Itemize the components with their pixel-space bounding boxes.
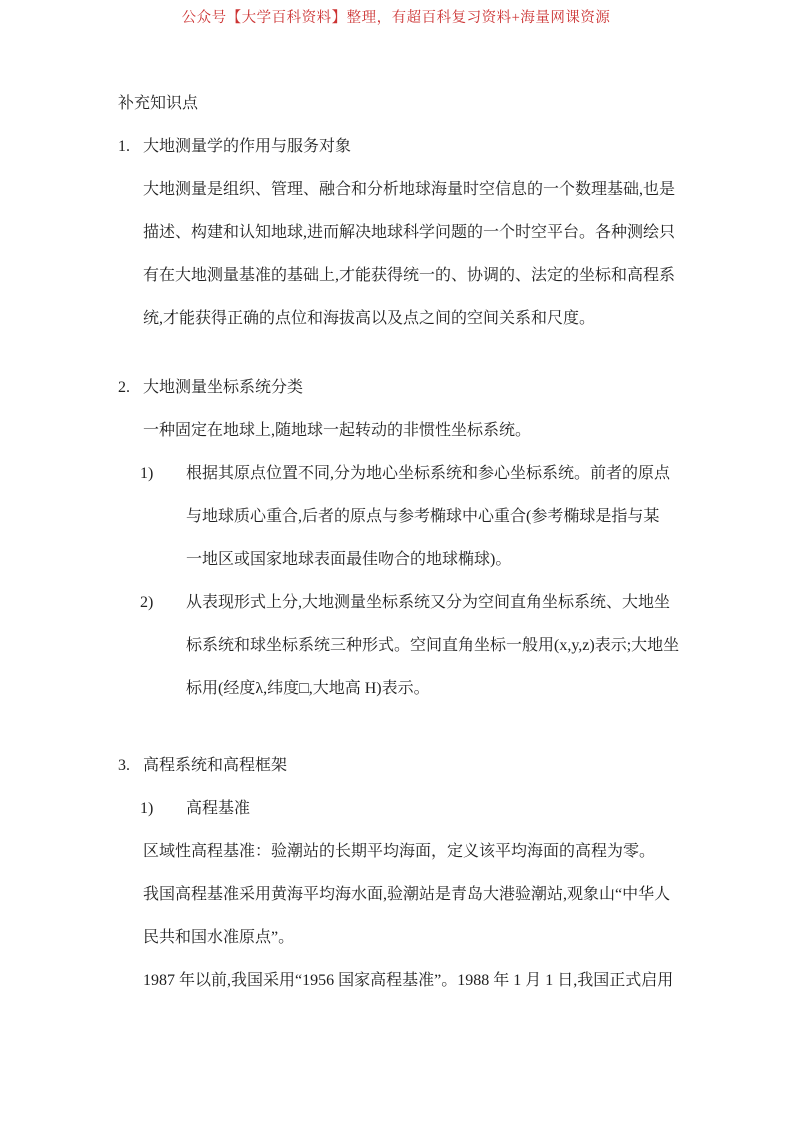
subitem-text: 根据其原点位置不同,分为地心坐标系统和参心坐标系统。前者的原点 <box>186 465 671 482</box>
subitem-number: 1) <box>140 465 154 482</box>
paragraph-line: 描述、构建和认知地球,进而解决地球科学问题的一个时空平台。各种测绘只 <box>143 224 676 241</box>
section-3-heading <box>118 744 718 787</box>
document-content <box>118 82 718 1002</box>
section-2-heading-text: 大地测量坐标系统分类 <box>143 379 304 396</box>
doc-title: 补充知识点 <box>118 95 199 112</box>
paragraph-line: 大地测量是组织、管理、融合和分析地球海量时空信息的一个数理基础,也是 <box>143 181 676 198</box>
section-1-heading-text: 大地测量学的作用与服务对象 <box>143 138 352 155</box>
paragraph-line: 一种固定在地球上,随地球一起转动的非惯性坐标系统。 <box>143 422 532 439</box>
section-gap <box>118 340 718 366</box>
subitem-line <box>118 581 718 624</box>
paragraph-line: 1987 年以前,我国采用“1956 国家高程基准”。1988 年 1 月 1 日,我国正式启用 <box>143 972 674 989</box>
section-2-heading <box>118 366 718 409</box>
page-header-watermark: 公众号【大学百科资料】整理，有超百科复习资料+海量网课资源 <box>181 10 611 26</box>
paragraph-line: 我国高程基准采用黄海平均海水面,验潮站是青岛大港验潮站,观象山“中华人 <box>143 886 671 903</box>
section-gap <box>118 710 718 744</box>
section-3-number: 3. <box>118 757 130 774</box>
subitem-line <box>118 452 718 495</box>
subitem-line: 与地球质心重合,后者的原点与参考椭球中心重合(参考椭球是指与某 <box>186 508 660 525</box>
subitem-number: 1) <box>140 800 154 817</box>
paragraph-line: 区域性高程基准：验潮站的长期平均海面，定义该平均海面的高程为零。 <box>143 843 656 860</box>
section-3-heading-text: 高程系统和高程框架 <box>143 757 288 774</box>
section-1-heading <box>118 125 718 168</box>
paragraph-line: 民共和国水准原点”。 <box>143 929 295 946</box>
subitem-text: 从表现形式上分,大地测量坐标系统又分为空间直角坐标系统、大地坐 <box>186 594 671 611</box>
paragraph-line: 有在大地测量基准的基础上,才能获得统一的、协调的、法定的坐标和高程系 <box>143 267 676 284</box>
subitem-number: 2) <box>140 594 154 611</box>
section-1-number: 1. <box>118 138 130 155</box>
subitem-line <box>118 787 718 830</box>
subitem-line: 标系统和球坐标系统三种形式。空间直角坐标一般用(x,y,z)表示;大地坐 <box>186 637 680 654</box>
paragraph-line: 统,才能获得正确的点位和海拔高以及点之间的空间关系和尺度。 <box>143 310 596 327</box>
subitem-line: 标用(经度λ,纬度□,大地高 H)表示。 <box>186 680 430 697</box>
section-2-number: 2. <box>118 379 130 396</box>
subitem-line: 一地区或国家地球表面最佳吻合的地球椭球)。 <box>186 551 512 568</box>
subitem-text: 高程基准 <box>186 800 251 817</box>
